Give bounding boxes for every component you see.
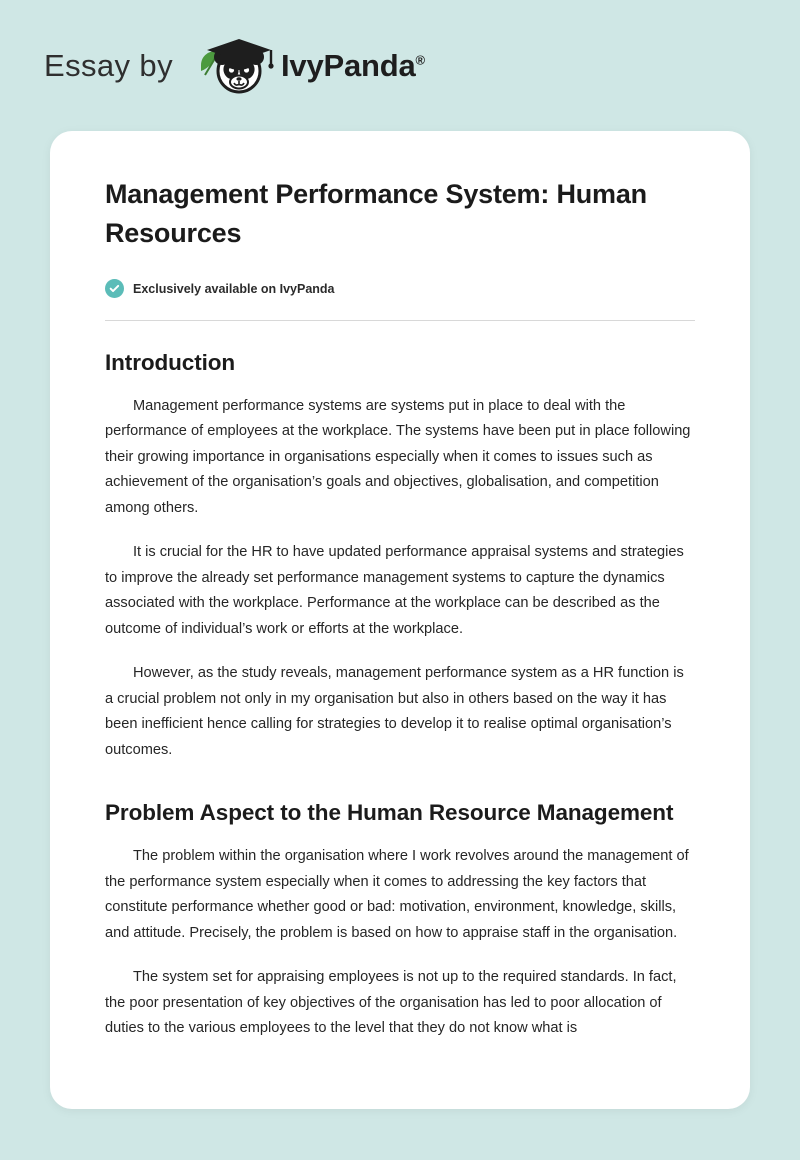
- title-divider: [105, 320, 695, 321]
- ivypanda-logo[interactable]: [187, 35, 425, 97]
- brand-name: IvyPanda®: [280, 48, 425, 83]
- paragraph: The problem within the organisation where I work revolves around the management of the performance system especially when it comes to addressing the key factors that constitute performance whether good or bad: motivation, environment, knowledge, skills, and attitude. Precisely, the problem is based on how to appraise staff in the organisation.: [105, 848, 689, 941]
- section-heading-introduction: Introduction: [105, 350, 236, 376]
- paragraph: Management performance systems are systems put in place to deal with the performance of employees at the workplace. The systems have been put in place following their growing importance in organisations especially when it comes to issues such as achievement of the organisation’s goals and objectives, globalisation, and competition among others.: [105, 397, 691, 516]
- check-circle-icon: [105, 279, 124, 298]
- registered-mark: ®: [415, 52, 425, 68]
- paragraph: The system set for appraising employees is not up to the required standards. In fact, the poor presentation of key objectives of the organisation has led to poor allocation of duties to the various employees to the level that they do not know what is: [105, 969, 677, 1037]
- panda-graduate-logo-icon: [187, 35, 279, 97]
- header-prefix-text: Essay by: [44, 48, 173, 83]
- document-card: [50, 131, 750, 1109]
- page-title: Management Performance System: Human Resources: [105, 179, 647, 249]
- availability-badge-text: Exclusively available on IvyPanda: [133, 281, 335, 296]
- paragraph: It is crucial for the HR to have updated performance appraisal systems and strategies to improve the already set performance management systems to capture the dynamics associated with the workplace. Performance at the workplace can be described as the outcome of individual’s work or efforts at the workplace.: [105, 544, 684, 637]
- paragraph: However, as the study reveals, management performance system as a HR function is a crucial problem not only in my organisation but also in others based on the way it has been inefficient hence calling for strategies to develop it to realise optimal organisation’s outcomes.: [105, 665, 684, 758]
- section-heading-problem-aspect: Problem Aspect to the Human Resource Management: [105, 800, 674, 826]
- site-header: [0, 0, 800, 96]
- availability-badge: [105, 279, 695, 298]
